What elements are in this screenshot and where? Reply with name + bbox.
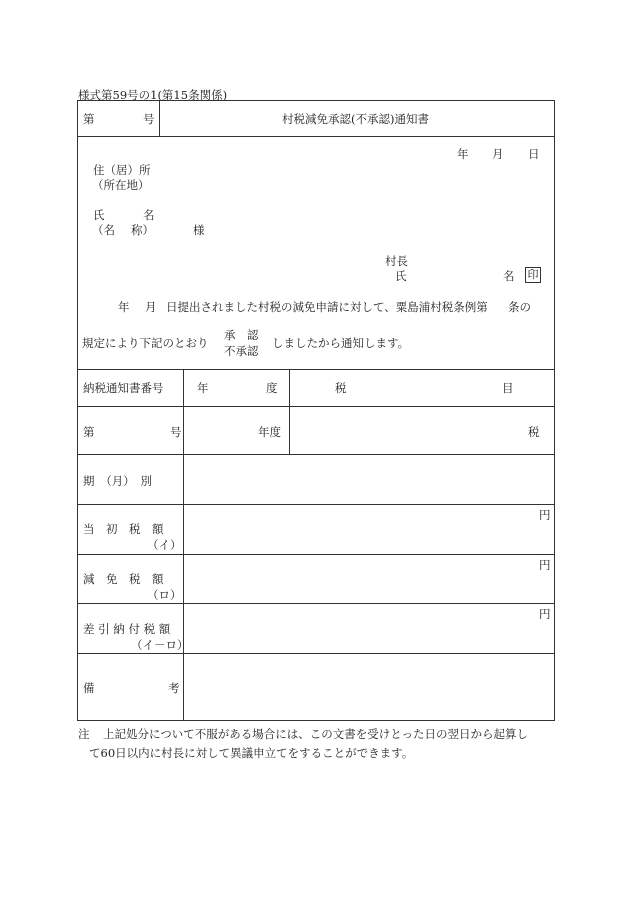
table-number-label-1: 第 xyxy=(83,425,95,439)
tax-label: 税 xyxy=(335,381,347,395)
honorific: 様 xyxy=(193,223,205,237)
body-month: 月 xyxy=(145,300,157,314)
option-approve: 承 認 xyxy=(224,328,259,342)
issuer-name-label-1: 氏 xyxy=(395,269,407,283)
nendo-label: 年度 xyxy=(258,425,281,439)
yen-unit: 円 xyxy=(539,508,551,522)
option-reject: 不承認 xyxy=(224,344,259,358)
note-text-1: 上記処分について不服がある場合には、この文書を受けとった日の翌日から起算し xyxy=(103,727,529,741)
address-label: 住（居）所 xyxy=(93,163,151,177)
issuer-title: 村長 xyxy=(385,254,408,268)
divider xyxy=(289,369,290,454)
divider xyxy=(77,603,555,604)
initial-tax-sub: （イ） xyxy=(147,538,182,552)
body-text-1: 日提出されました村税の減免申請に対して、粟島浦村税条例第 xyxy=(166,300,488,314)
remarks-label-2: 考 xyxy=(168,681,180,695)
number-label-1: 第 xyxy=(83,112,95,126)
divider xyxy=(77,369,555,370)
number-label-2: 号 xyxy=(143,112,155,126)
body-article: 条の xyxy=(508,300,531,314)
divider xyxy=(183,369,184,721)
date-year: 年 xyxy=(457,147,469,161)
divider xyxy=(77,136,555,137)
notice-number-label: 納税通知書番号 xyxy=(83,381,164,395)
tax-suffix: 税 xyxy=(528,425,540,439)
document-title: 村税減免承認(不承認)通知書 xyxy=(282,112,429,126)
divider xyxy=(77,554,555,555)
period-label: 期 （月） 別 xyxy=(83,474,152,488)
divider xyxy=(159,100,160,136)
issuer-name-label-2: 名 xyxy=(503,269,515,283)
fiscal-label: 度 xyxy=(266,381,278,395)
net-tax-label: 差 引 納 付 税 額 xyxy=(83,622,171,636)
body-year: 年 xyxy=(118,300,130,314)
divider xyxy=(77,406,555,407)
name-label-2: 名 xyxy=(143,208,155,222)
remarks-label-1: 備 xyxy=(83,681,95,695)
net-tax-sub: （イ－ロ） xyxy=(131,638,189,652)
divider xyxy=(77,653,555,654)
seal-mark: 印 xyxy=(525,267,541,283)
reduction-sub: （ロ） xyxy=(147,588,182,602)
reduction-label: 減 免 税 額 xyxy=(83,572,164,586)
form-number: 様式第59号の1(第15条関係) xyxy=(78,88,228,102)
name-sub-label-1: （名 xyxy=(92,223,115,237)
divider xyxy=(77,504,555,505)
name-sub-label-2: 称） xyxy=(131,223,154,237)
name-label-1: 氏 xyxy=(93,208,105,222)
year-label: 年 xyxy=(197,381,209,395)
note-prefix: 注 xyxy=(78,727,90,741)
item-label: 目 xyxy=(502,381,514,395)
body-text-2-prefix: 規定により下記のとおり xyxy=(82,336,209,350)
yen-unit: 円 xyxy=(539,558,551,572)
initial-tax-label: 当 初 税 額 xyxy=(83,522,164,536)
divider xyxy=(77,454,555,455)
note-text-2: て60日以内に村長に対して異議申立てをすることができます。 xyxy=(89,746,414,760)
date-day: 日 xyxy=(528,147,540,161)
date-month: 月 xyxy=(492,147,504,161)
table-number-label-2: 号 xyxy=(170,425,182,439)
address-sub-label: （所在地） xyxy=(92,178,150,192)
yen-unit: 円 xyxy=(539,607,551,621)
body-text-2-suffix: しましたから通知します。 xyxy=(272,336,410,350)
